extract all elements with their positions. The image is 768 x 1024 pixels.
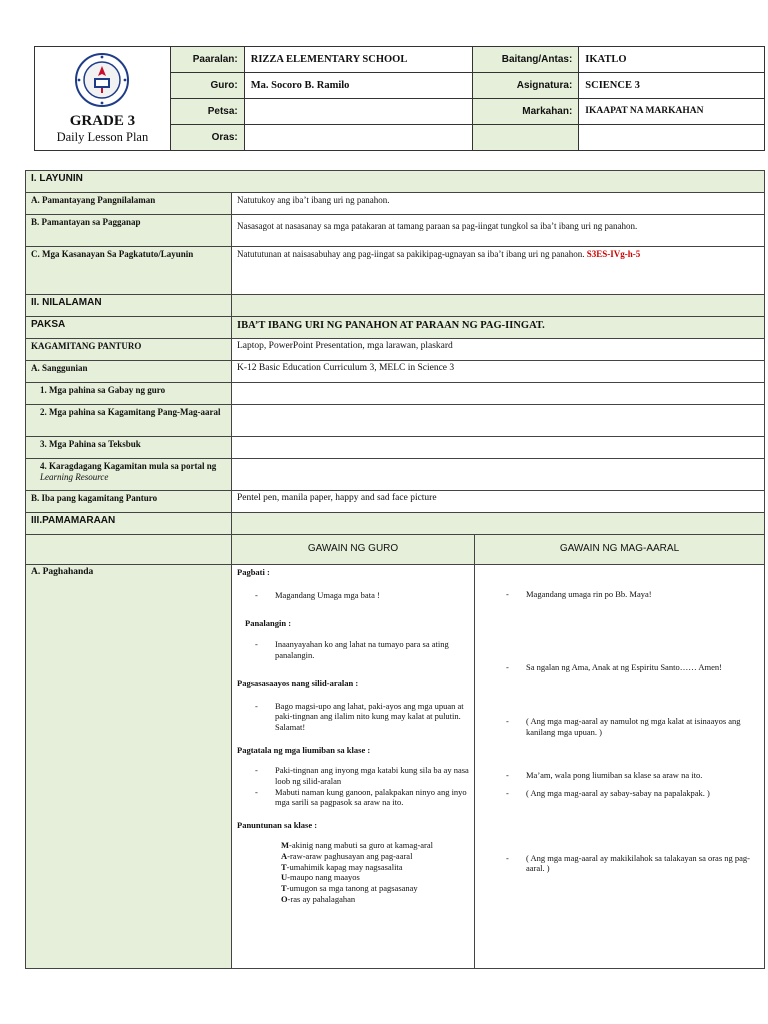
value-markahan: IKAAPAT NA MARKAHAN (579, 99, 765, 125)
deped-seal-icon (74, 52, 130, 108)
label-oras: Oras: (170, 125, 244, 151)
karagdagang-text: 4. Karagdagang Kagamitan mula sa portal ng (40, 461, 217, 471)
value-iba-pang-kagamitan: Pentel pen, manila paper, happy and sad face picture (232, 491, 765, 513)
label-petsa: Petsa: (170, 99, 244, 125)
lesson-plan-table (25, 170, 765, 969)
label-paksa: PAKSA (26, 317, 232, 339)
label-kagamitang-panturo: KAGAMITANG PANTURO (26, 339, 232, 361)
response-palakpak: - ( Ang mga mag-aaral ay sabay-sabay na papalakpak. ) (506, 788, 759, 799)
grade-title: GRADE 3 (69, 113, 136, 129)
label-karagdagang-kagamitan (26, 459, 232, 491)
label-guro: Guro: (170, 73, 244, 99)
nilalaman-blank (232, 295, 765, 317)
colhead-gawain-mag-aaral: GAWAIN NG MAG-AARAL (475, 535, 765, 565)
label-baitang: Baitang/Antas: (473, 47, 579, 73)
panalangin-heading: Panalangin : (245, 618, 292, 629)
value-sanggunian: K-12 Basic Education Curriculum 3, MELC in Science 3 (232, 361, 765, 383)
section-pamamaraan: III.PAMAMARAAN (26, 513, 232, 535)
pagbati-heading: Pagbati : (237, 567, 270, 577)
value-kagamitang-panturo: Laptop, PowerPoint Presentation, mga larawan, plaskard (232, 339, 765, 361)
panalangin-text: - Inaanyayahan ko ang lahat na tumayo para sa ating panalangin. (255, 639, 469, 660)
label-iba-pang-kagamitan: B. Iba pang kagamitang Panturo (26, 491, 232, 513)
value-paaralan: RIZZA ELEMENTARY SCHOOL (244, 47, 473, 73)
response-pagtatala: - Ma’am, wala pong liumiban sa klase sa araw na ito. (506, 770, 759, 781)
pagtatala-text: - Paki-tingnan ang inyong mga katabi kung sila ba ay nasa loob ng silid-aralan (255, 765, 469, 786)
label-pamantayang-pangnilalaman: A. Pamantayang Pangnilalaman (26, 193, 232, 215)
value-gabay-guro (232, 383, 765, 405)
competency-code: S3ES-IVg-h-5 (586, 249, 641, 259)
value-kagamitang-mag-aaral (232, 405, 765, 437)
response-pagbati: - Magandang umaga rin po Bb. Maya! (506, 589, 759, 600)
label-asignatura: Asignatura: (473, 73, 579, 99)
pagsasaayos-heading: Pagsasasaayos nang silid-aralan : (237, 678, 359, 689)
section-nilalaman: II. NILALAMAN (26, 295, 232, 317)
response-pagsasaayos: - ( Ang mga mag-aaral ay namulot ng mga kalat at isinaayos ang kanilang mga upuan. ) (506, 716, 759, 737)
colhead-gawain-guro: GAWAIN NG GURO (232, 535, 475, 565)
value-empty (579, 125, 765, 151)
pagtatala-text-2: - Mabuti naman kung ganoon, palakpakan ninyo ang inyo mga sarili sa pagpasok sa araw na ito. (255, 787, 469, 808)
value-pamantayan-pagganap: Nasasagot at nasasanay sa mga patakaran at tamang paraan sa pag-iingat tungkol sa iba’t ibang uri ng panahon. (232, 215, 765, 247)
label-paghahanda: A. Paghahanda (26, 565, 232, 969)
dlp-subtitle: Daily Lesson Plan (56, 130, 149, 144)
label-sanggunian: A. Sanggunian (26, 361, 232, 383)
value-baitang: IKATLO (579, 47, 765, 73)
value-paksa: IBA’T IBANG URI NG PANAHON AT PARAAN NG PAG-IINGAT. (232, 317, 765, 339)
rules-list (237, 840, 469, 904)
pamamaraan-blank (232, 513, 765, 535)
value-teksbuk (232, 437, 765, 459)
label-empty (473, 125, 579, 151)
label-teksbuk: 3. Mga Pahina sa Teksbuk (26, 437, 232, 459)
value-pamantayang-pangnilalaman: Natutukoy ang iba’t ibang uri ng panahon. (232, 193, 765, 215)
header-table (34, 46, 765, 151)
pagtatala-heading: Pagtatala ng mga liumiban sa klase : (237, 744, 371, 755)
gawain-mag-aaral-cell (475, 565, 765, 969)
label-kagamitang-mag-aaral: 2. Mga pahina sa Kagamitang Pang-Mag-aaral (26, 405, 232, 437)
rule-item: U-maupo nang maayos (281, 872, 360, 883)
panuntunan-heading: Panuntunan sa klase : (237, 819, 318, 830)
value-asignatura: SCIENCE 3 (579, 73, 765, 99)
rule-item: M-akinig nang mabuti sa guro at kamag-aral (281, 840, 434, 851)
label-markahan: Markahan: (473, 99, 579, 125)
rule-item: O-ras ay pahalagahan (281, 893, 356, 904)
response-panalangin: - Sa ngalan ng Ama, Anak at ng Espiritu Santo…… Amen! (506, 662, 759, 673)
response-talakayan: - ( Ang mga mag-aaral ay makikilahok sa talakayan sa oras ng pag-aaral. ) (506, 853, 759, 874)
value-guro: Ma. Socoro B. Ramilo (244, 73, 473, 99)
rule-item: T-umugon sa mga tanong at pagsasanay (281, 882, 418, 893)
gawain-guro-cell (232, 565, 475, 969)
section-layunin: I. LAYUNIN (26, 171, 765, 193)
rule-item: T-umahimik kapag may nagsasalita (281, 861, 403, 872)
pagsasaayos-text: - Bago magsi-upo ang lahat, paki-ayos ang mga upuan at paki-tingnan ang ilalim nito kung may kalat at pulutin. Salamat! (255, 701, 469, 733)
pagbati-text: - Magandang Umaga mga bata ! (255, 590, 469, 601)
rule-item: A-raw-araw paghusayan ang pag-aaral (281, 851, 413, 861)
kasanayan-text: Natututunan at naisasabuhay ang pag-iingat sa pakikipag-ugnayan sa iba’t ibang uri ng panahon. (237, 249, 585, 259)
value-oras (244, 125, 473, 151)
value-petsa (244, 99, 473, 125)
label-gabay-guro: 1. Mga pahina sa Gabay ng guro (26, 383, 232, 405)
label-pamantayan-pagganap: B. Pamantayan sa Pagganap (26, 215, 232, 247)
header-logo-cell (35, 47, 171, 151)
label-kasanayan: C. Mga Kasanayan Sa Pagkatuto/Layunin (26, 247, 232, 295)
learning-resource-text: Learning Resource (40, 472, 109, 483)
value-karagdagang-kagamitan (232, 459, 765, 491)
colhead-blank (26, 535, 232, 565)
label-paaralan: Paaralan: (170, 47, 244, 73)
value-kasanayan (232, 247, 765, 295)
